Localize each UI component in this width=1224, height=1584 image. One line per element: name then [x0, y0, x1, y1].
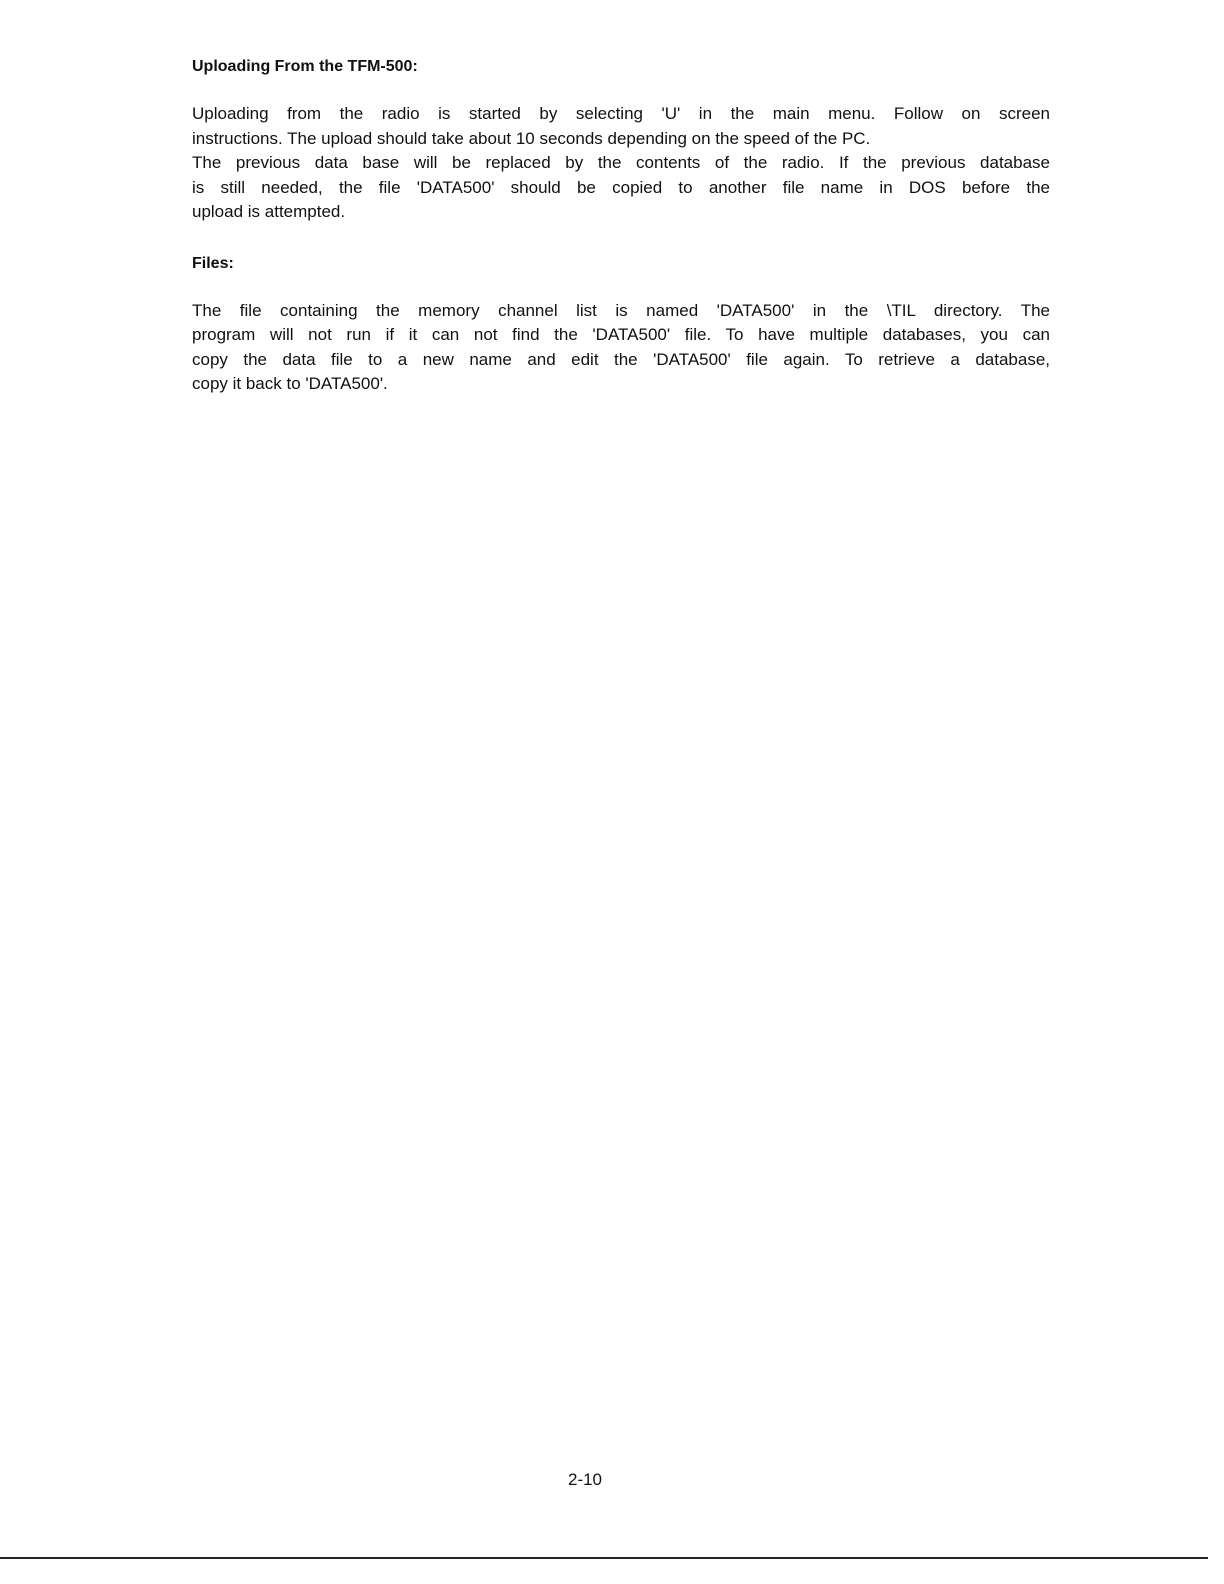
paragraph-line: copy the data file to a new name and edit the 'DATA500' file again. To retrieve a database,: [192, 349, 1050, 369]
section-uploading: [192, 56, 1050, 225]
section-heading: Uploading From the TFM-500:: [192, 58, 418, 75]
section-heading: Files:: [192, 254, 234, 272]
paragraph-line: copy it back to 'DATA500'.: [192, 374, 388, 393]
section-paragraph: [192, 102, 1050, 225]
page-number: 2-10: [567, 1470, 603, 1489]
paragraph-line: The previous data base will be replaced by the contents of the radio. If the previous database: [192, 153, 1050, 172]
paragraph-line: program will not run if it can not find the 'DATA500' file. To have multiple databases, you can: [192, 325, 1050, 344]
document-body: [192, 56, 1050, 425]
paragraph-line: The file containing the memory channel list is named 'DATA500' in the \TIL directory. The: [192, 300, 1050, 320]
footer-divider: [0, 1557, 1208, 1559]
section-paragraph: [192, 299, 1050, 397]
paragraph-line: is still needed, the file 'DATA500' should be copied to another file name in DOS before the: [192, 177, 1050, 197]
paragraph-line: instructions. The upload should take about 10 seconds depending on the speed of the PC.: [192, 128, 871, 148]
paragraph-line: upload is attempted.: [192, 202, 346, 221]
paragraph-line: Uploading from the radio is started by selecting 'U' in the main menu. Follow on screen: [192, 104, 1050, 123]
section-files: [192, 253, 1050, 397]
